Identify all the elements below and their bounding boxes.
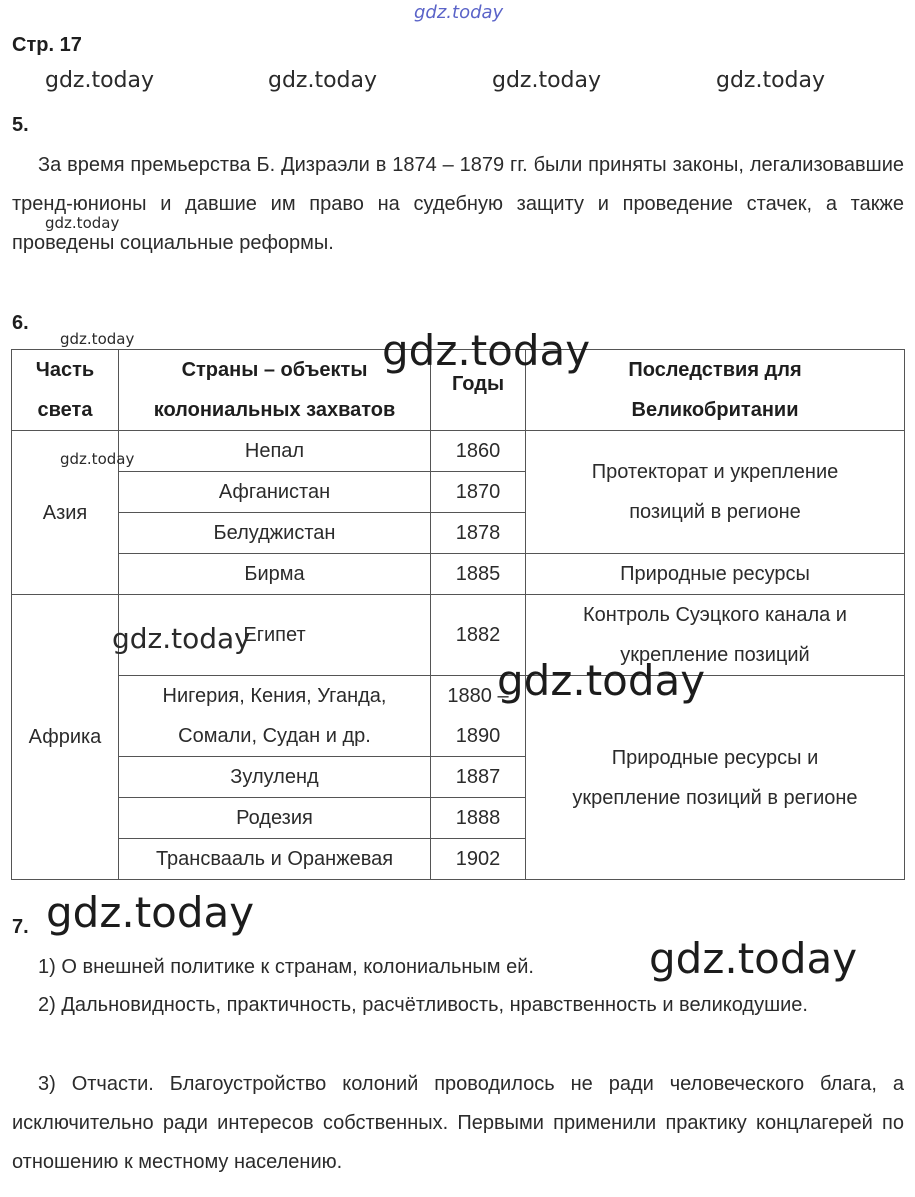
watermark-row-1: gdz.today bbox=[45, 68, 155, 93]
colonies-table bbox=[11, 349, 905, 880]
part-asia: Азия bbox=[12, 431, 119, 595]
watermark-table-asia: gdz.today bbox=[60, 450, 135, 468]
country-cell: Зулуленд bbox=[119, 757, 431, 798]
watermark-task7-b: gdz.today bbox=[649, 934, 858, 983]
page-label: Стр. 17 bbox=[12, 34, 82, 56]
watermark-table-africa: gdz.today bbox=[497, 656, 706, 705]
header-part: Часть света bbox=[12, 350, 119, 431]
part-africa: Африка bbox=[12, 595, 119, 880]
country-cell: Афганистан bbox=[119, 472, 431, 513]
country-cell: Родезия bbox=[119, 798, 431, 839]
watermark-table-header: gdz.today bbox=[382, 326, 591, 375]
task7-answer3: 3) Отчасти. Благоустройство колоний проводилось не ради человеческого блага, а исключительно ради интересов собственных. Первыми применили практику концлагерей по отношению к местному населению. bbox=[12, 1073, 904, 1173]
table-row bbox=[12, 554, 905, 595]
task5-text: За время премьерства Б. Дизраэли в 1874 – 1879 гг. были приняты законы, легализовавшие тренд-юнионы и давшие им право на судебную защиту и проведение стачек, а также проведены социальные реформы. bbox=[12, 154, 904, 254]
watermark-task7-a: gdz.today bbox=[46, 888, 255, 937]
header-years: Годы bbox=[431, 350, 526, 431]
watermark-row-4: gdz.today bbox=[716, 68, 826, 93]
year-cell: 1870 bbox=[431, 472, 526, 513]
task5-number: 5. bbox=[12, 114, 29, 136]
year-cell: 1882 bbox=[431, 595, 526, 676]
header-countries: Страны – объекты колониальных захватов bbox=[119, 350, 431, 431]
watermark-table-egypt: gdz.today bbox=[112, 622, 251, 655]
task7-answer1: 1) О внешней политике к странам, колониальным ей. bbox=[38, 956, 534, 978]
header-consequences: Последствия для Великобритании bbox=[526, 350, 905, 431]
year-cell: 1878 bbox=[431, 513, 526, 554]
country-cell: Белуджистан bbox=[119, 513, 431, 554]
consequence-cell: Природные ресурсы и укрепление позиций в регионе bbox=[526, 676, 905, 880]
year-cell: 1887 bbox=[431, 757, 526, 798]
watermark-row-3: gdz.today bbox=[492, 68, 602, 93]
year-cell: 1885 bbox=[431, 554, 526, 595]
task7-number: 7. bbox=[12, 916, 29, 938]
task6-number: 6. bbox=[12, 312, 29, 334]
country-cell: Египет bbox=[119, 595, 431, 676]
watermark-table-top: gdz.today bbox=[60, 330, 135, 348]
table-row bbox=[12, 676, 905, 757]
country-cell: Нигерия, Кения, Уганда, Сомали, Судан и др. bbox=[119, 676, 431, 757]
year-cell: 1902 bbox=[431, 839, 526, 880]
country-cell: Бирма bbox=[119, 554, 431, 595]
task7-answer2: 2) Дальновидность, практичность, расчётливость, нравственность и великодушие. bbox=[38, 994, 808, 1016]
consequence-cell: Природные ресурсы bbox=[526, 554, 905, 595]
consequence-cell: Контроль Суэцкого канала и укрепление позиций bbox=[526, 595, 905, 676]
table-row bbox=[12, 431, 905, 472]
year-cell: 1860 bbox=[431, 431, 526, 472]
country-cell: Трансвааль и Оранжевая bbox=[119, 839, 431, 880]
watermark-task5: gdz.today bbox=[45, 214, 120, 232]
country-cell: Непал bbox=[119, 431, 431, 472]
year-cell: 1888 bbox=[431, 798, 526, 839]
year-cell: 1880 – 1890 bbox=[431, 676, 526, 757]
watermark-row-2: gdz.today bbox=[268, 68, 378, 93]
consequence-cell: Протекторат и укрепление позиций в регионе bbox=[526, 431, 905, 554]
watermark-top: gdz.today bbox=[414, 2, 504, 23]
